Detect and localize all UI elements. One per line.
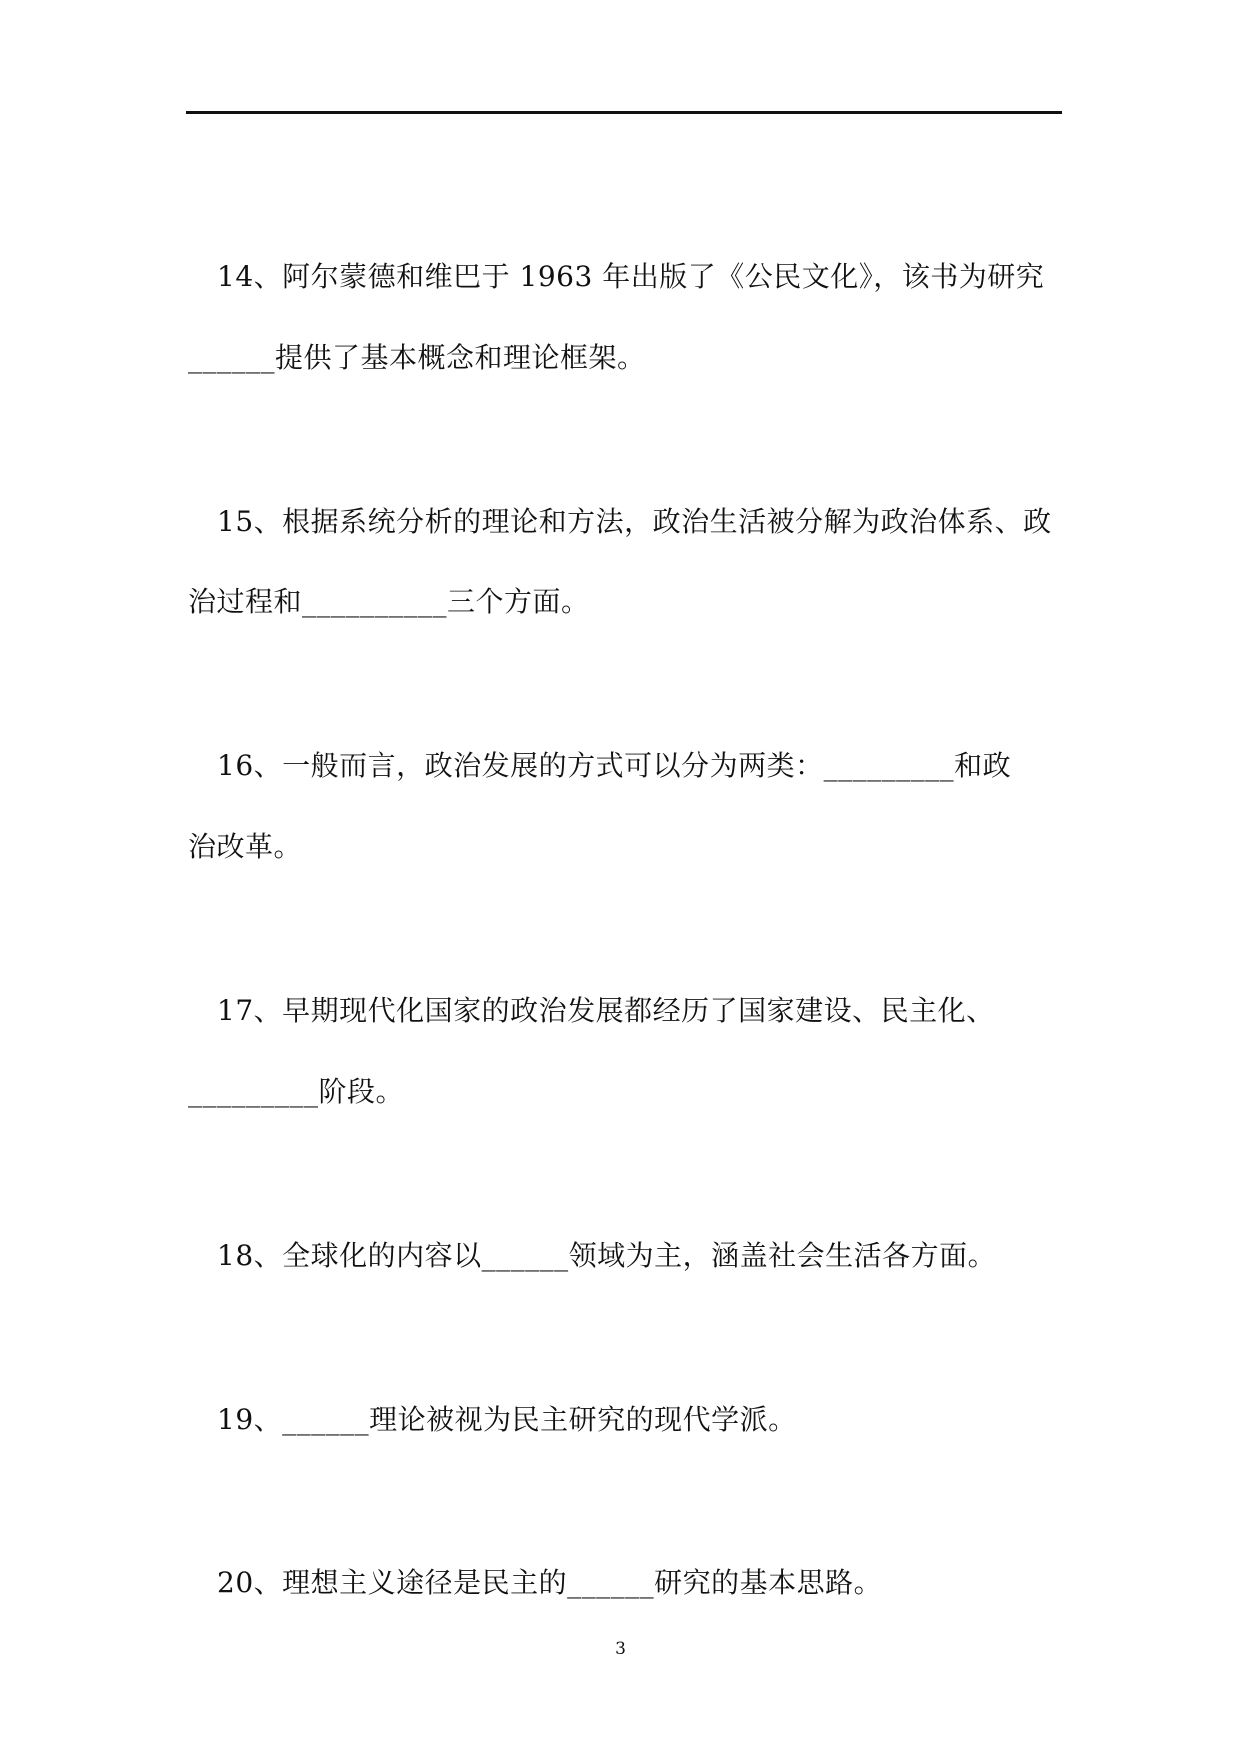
question-17-line-2: _________阶段。 [188,1075,405,1108]
question-19-line-1: 19、______理论被视为民主研究的现代学派。 [217,1403,797,1436]
question-14-line-2: ______提供了基本概念和理论框架。 [188,341,646,374]
question-14-line-1: 14、阿尔蒙德和维巴于 1963 年出版了《公民文化》，该书为研究 [217,260,1045,293]
header-rule [186,111,1062,114]
question-18-line-1: 18、全球化的内容以______领域为主，涵盖社会生活各方面。 [217,1239,997,1272]
page-number: 3 [615,1639,626,1659]
question-15-line-1: 15、根据系统分析的理论和方法，政治生活被分解为政治体系、政 [217,505,1052,538]
question-16-line-1: 16、一般而言，政治发展的方式可以分为两类：_________和政 [217,749,1012,782]
question-20-line-1: 20、理想主义途径是民主的______研究的基本思路。 [217,1566,883,1599]
question-15-line-2: 治过程和__________三个方面。 [188,585,590,618]
question-17-line-1: 17、早期现代化国家的政治发展都经历了国家建设、民主化、 [217,994,995,1027]
question-16-line-2: 治改革。 [188,830,303,863]
